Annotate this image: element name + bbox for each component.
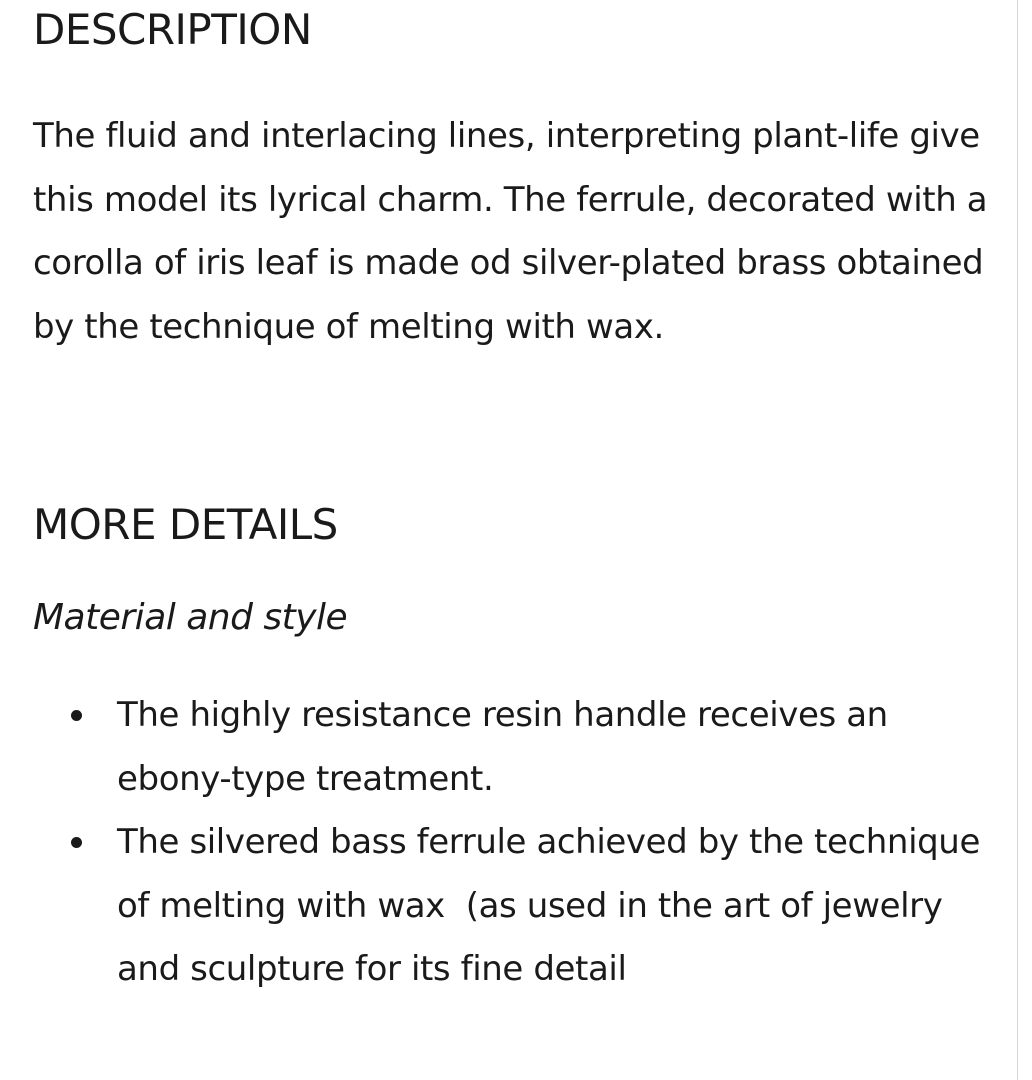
material-style-list — [33, 684, 998, 1002]
description-paragraph: The fluid and interlacing lines, interpreting plant-life give this model its lyrical charm. The ferrule, decorated with a corolla of iris leaf is made od silver-plated brass obtained by the technique of melting with wax. — [33, 116, 988, 347]
list-item — [33, 811, 998, 1002]
right-edge-panel — [1017, 0, 1032, 1080]
bullet-icon — [71, 710, 82, 721]
description-heading: DESCRIPTION — [33, 5, 312, 54]
material-style-subheading: Material and style — [33, 597, 348, 638]
bullet-icon — [71, 837, 82, 848]
list-item-text: The silvered bass ferrule achieved by the technique of melting with wax (as used in the art of jewelry and sculpture for its fine detail — [117, 822, 991, 989]
list-item-text: The highly resistance resin handle receives an ebony-type treatment. — [117, 695, 888, 799]
product-details-content — [33, 0, 998, 1002]
list-item — [33, 684, 998, 811]
more-details-heading: MORE DETAILS — [33, 500, 338, 549]
